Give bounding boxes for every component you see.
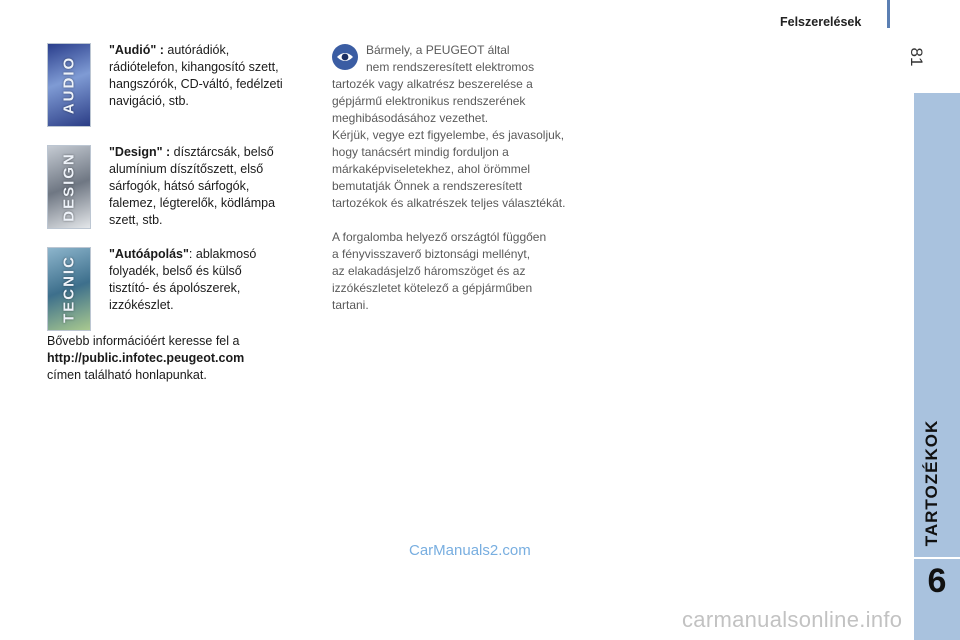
desc-line: szett, stb.: [109, 213, 163, 227]
audio-description: [109, 42, 304, 110]
design-title: "Design" :: [109, 145, 174, 159]
notice-line: meghibásodásához vezethet.: [332, 111, 489, 125]
more-info: [47, 333, 307, 384]
para-line: tartani.: [332, 298, 369, 312]
mandatory-kit-paragraph: [332, 229, 607, 314]
chapter-tab-label: TARTOZÉKOK: [922, 419, 941, 547]
more-info-text: Bővebb információért keresse fel a: [47, 334, 240, 348]
desc-line: autórádiók,: [167, 43, 230, 57]
care-title: "Autóápolás": [109, 247, 189, 261]
header-divider: [887, 0, 890, 28]
chapter-tab-divider: [914, 557, 960, 559]
para-line: izzókészletet kötelező a gépjárműben: [332, 281, 533, 295]
para-line: a fényvisszaverő biztonsági mellényt,: [332, 247, 531, 261]
care-description: [109, 246, 304, 314]
warning-notice: [332, 42, 607, 212]
audio-thumbnail-text: AUDIO: [60, 55, 78, 115]
desc-line: navigáció, stb.: [109, 94, 189, 108]
chapter-number: 6: [927, 562, 947, 600]
notice-line: márkaképviseletekhez, ahol örömmel: [332, 162, 531, 176]
notice-line: nem rendszeresített elektromos: [366, 60, 535, 74]
desc-line: rádiótelefon, kihangosító szett,: [109, 60, 279, 74]
section-title: Felszerelések: [780, 15, 862, 29]
notice-line: tartozék vagy alkatrész beszerelése a: [332, 77, 533, 91]
desc-line: : ablakmosó: [188, 247, 257, 261]
notice-line: gépjármű elektronikus rendszerének: [332, 94, 526, 108]
carmanualsonline-watermark: carmanualsonline.info: [682, 607, 903, 632]
desc-line: izzókészlet.: [109, 298, 174, 312]
more-info-text: címen található honlapunkat.: [47, 368, 207, 382]
notice-line: bemutatják Önnek a rendszeresített: [332, 179, 523, 193]
notice-line: tartozékok és alkatrészek teljes választékát.: [332, 196, 566, 210]
desc-line: alumínium díszítőszett, első: [109, 162, 264, 176]
desc-line: sárfogók, hátsó sárfogók,: [109, 179, 250, 193]
chapter-tab-label-wrap: [902, 403, 960, 563]
carmanuals2-watermark: CarManuals2.com: [409, 542, 531, 559]
para-line: A forgalomba helyező országtól függően: [332, 230, 547, 244]
desc-line: falemez, légterelők, ködlámpa: [109, 196, 276, 210]
audio-title: "Audió" :: [109, 43, 168, 57]
notice-line: Kérjük, vegye ezt figyelembe, és javasoljuk,: [332, 128, 565, 142]
desc-line: folyadék, belső és külső: [109, 264, 242, 278]
design-description: [109, 144, 304, 229]
para-line: az elakadásjelző háromszöget és az: [332, 264, 526, 278]
tecnic-thumbnail-text: TECNIC: [60, 255, 78, 323]
design-thumbnail-text: DESIGN: [60, 152, 78, 222]
notice-line: Bármely, a PEUGEOT által: [366, 43, 510, 57]
design-thumbnail: [47, 145, 91, 229]
notice-line: hogy tanácsért mindig forduljon a: [332, 145, 509, 159]
tecnic-thumbnail: [47, 247, 91, 331]
desc-line: hangszórók, CD-váltó, fedélzeti: [109, 77, 283, 91]
audio-thumbnail: [47, 43, 91, 127]
page-number: 81: [907, 47, 926, 67]
desc-line: tisztító- és ápolószerek,: [109, 281, 241, 295]
infotec-link[interactable]: http://public.infotec.peugeot.com: [47, 351, 245, 365]
desc-line: dísztárcsák, belső: [173, 145, 274, 159]
